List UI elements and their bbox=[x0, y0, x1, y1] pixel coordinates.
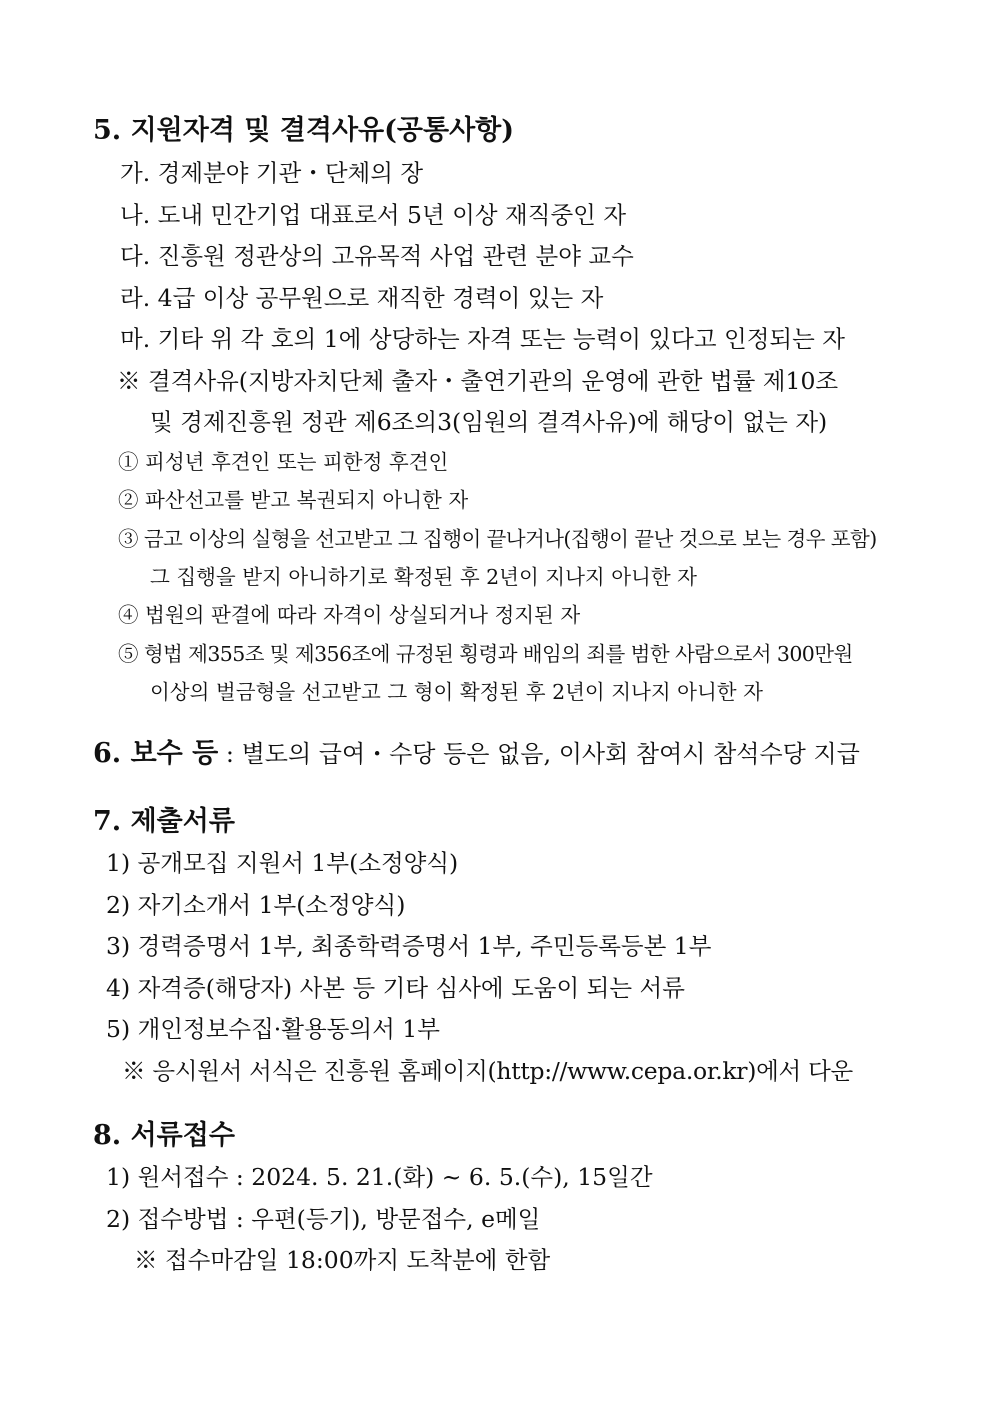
disqualification-item: ④ 법원의 판결에 따라 자격이 상실되거나 정지된 자 bbox=[118, 603, 581, 627]
disqualification-item-cont: 이상의 벌금형을 선고받고 그 형이 확정된 후 2년이 지나지 아니한 자 bbox=[150, 680, 763, 704]
receipt-item: 1) 원서접수 : 2024. 5. 21.(화) ~ 6. 5.(수), 15일간 bbox=[106, 1163, 653, 1191]
disqualification-item: ⑤ 형법 제355조 및 제356조에 규정된 횡령과 배임의 죄를 범한 사람으로서 300만원 bbox=[118, 642, 853, 666]
section-6-row bbox=[93, 740, 860, 767]
section-6-body: : 별도의 급여・수당 등은 없음, 이사회 참여시 참석수당 지급 bbox=[218, 740, 860, 768]
section-5-item: 라. 4급 이상 공무원으로 재직한 경력이 있는 자 bbox=[120, 284, 604, 312]
receipt-item: 2) 접수방법 : 우편(등기), 방문접수, e메일 bbox=[106, 1205, 541, 1233]
document-item: 4) 자격증(해당자) 사본 등 기타 심사에 도움이 되는 서류 bbox=[106, 974, 685, 1002]
document-item: 1) 공개모집 지원서 1부(소정양식) bbox=[106, 849, 459, 877]
disqualification-item: ③ 금고 이상의 실형을 선고받고 그 집행이 끝나거나(집행이 끝난 것으로 보는 경우 포함) bbox=[118, 527, 877, 551]
disqualification-item: ① 피성년 후견인 또는 피한정 후견인 bbox=[118, 450, 449, 474]
section-5-item: 나. 도내 민간기업 대표로서 5년 이상 재직중인 자 bbox=[120, 201, 627, 229]
disqualification-item: ② 파산선고를 받고 복권되지 아니한 자 bbox=[118, 488, 469, 512]
disqualification-item-cont: 그 집행을 받지 아니하기로 확정된 후 2년이 지나지 아니한 자 bbox=[150, 565, 697, 589]
section-5-item: 마. 기타 위 각 호의 1에 상당하는 자격 또는 능력이 있다고 인정되는 자 bbox=[120, 325, 845, 353]
document-item: 5) 개인정보수집·활용동의서 1부 bbox=[106, 1015, 440, 1043]
disqualification-note: ※ 결격사유(지방자치단체 출자・출연기관의 운영에 관한 법률 제10조 bbox=[117, 367, 839, 395]
section-7-heading: 7. 제출서류 bbox=[93, 806, 235, 837]
section-8-heading: 8. 서류접수 bbox=[93, 1120, 235, 1151]
section-5-heading: 5. 지원자격 및 결격사유(공통사항) bbox=[93, 115, 515, 146]
form-download-note: ※ 응시원서 서식은 진흥원 홈페이지(http://www.cepa.or.kr)에서 다운 bbox=[122, 1057, 853, 1085]
section-5-item: 다. 진흥원 정관상의 고유목적 사업 관련 분야 교수 bbox=[120, 242, 634, 270]
deadline-note: ※ 접수마감일 18:00까지 도착분에 한함 bbox=[134, 1246, 551, 1274]
document-item: 3) 경력증명서 1부, 최종학력증명서 1부, 주민등록등본 1부 bbox=[106, 932, 712, 960]
document-item: 2) 자기소개서 1부(소정양식) bbox=[106, 891, 406, 919]
disqualification-note-cont: 및 경제진흥원 정관 제6조의3(임원의 결격사유)에 해당이 없는 자) bbox=[150, 408, 828, 436]
section-5-item: 가. 경제분야 기관・단체의 장 bbox=[120, 159, 424, 187]
section-6-heading: 6. 보수 등 bbox=[93, 738, 219, 769]
